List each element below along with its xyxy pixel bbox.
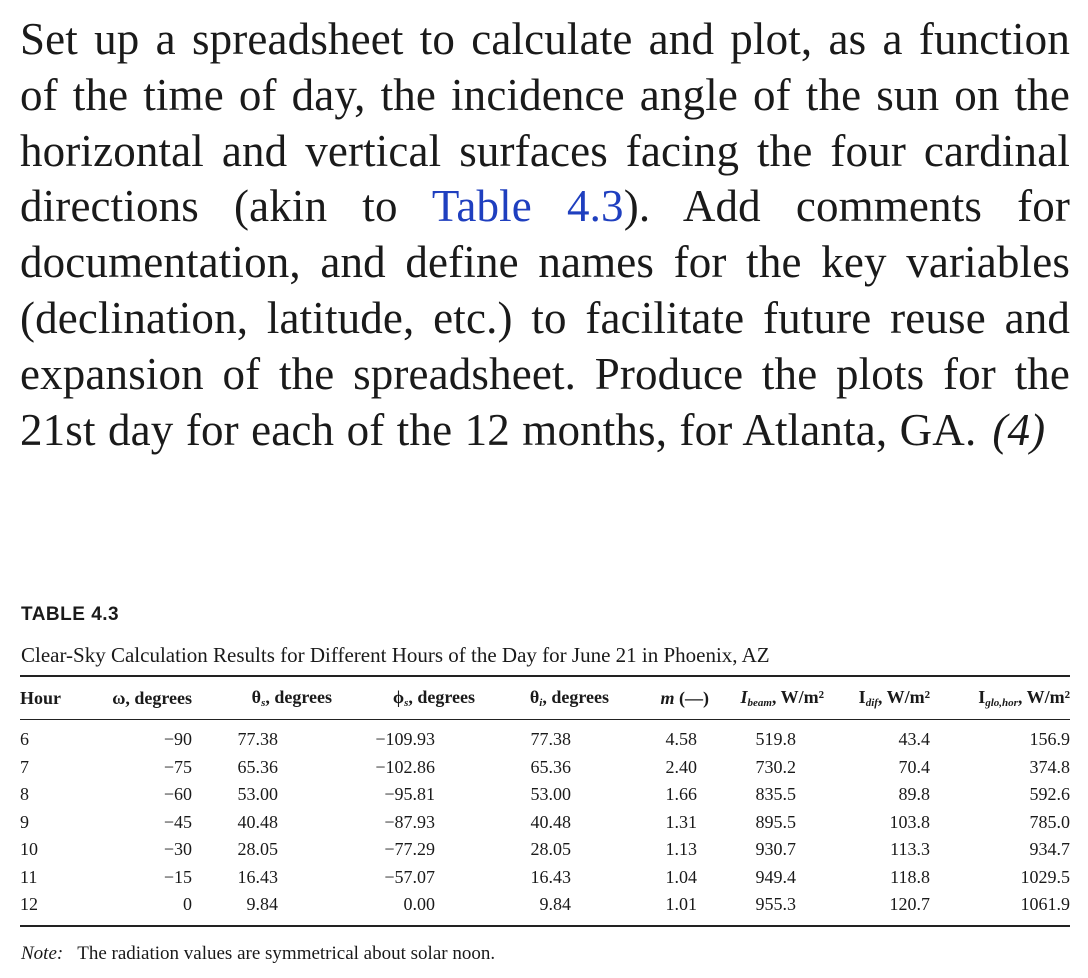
cell-i-glo-hor: 785.0 — [1029, 811, 1070, 832]
cell-i-dif: 43.4 — [898, 729, 930, 750]
cell-theta-s: 77.38 — [237, 729, 278, 750]
cell-m: 2.40 — [665, 756, 697, 777]
table-reference-link[interactable]: Table 4.3 — [431, 181, 624, 232]
cell-i-beam: 519.8 — [755, 729, 796, 750]
cell-m: 1.13 — [665, 839, 697, 860]
cell-i-beam: 955.3 — [755, 894, 796, 915]
cell-m: 1.31 — [665, 811, 697, 832]
problem-text-start: Set up a spreadsheet to calculate and plot, as a function of the time of day, the incidence angle of the sun on the horizontal and vertical surfaces facing the four cardinal directions (akin to — [20, 14, 1070, 232]
cell-theta-i: 65.36 — [530, 756, 571, 777]
cell-omega: −30 — [163, 839, 192, 860]
header-i-beam: $I_{beam}$, W/m² — [740, 687, 824, 709]
problem-marks: (4) — [992, 404, 1046, 455]
cell-i-glo-hor: 592.6 — [1029, 784, 1070, 805]
table-header-row — [20, 676, 1070, 720]
header-i-dif: $I_{dif}$, W/m² — [858, 687, 930, 709]
results-table — [20, 675, 1070, 927]
header-m: m (—) — [660, 687, 709, 708]
cell-i-dif: 113.3 — [890, 839, 930, 860]
problem-statement — [20, 12, 1070, 458]
cell-i-glo-hor: 1029.5 — [1020, 866, 1070, 887]
cell-omega: −45 — [163, 811, 192, 832]
cell-hour: 11 — [20, 866, 38, 887]
cell-phi-s: −77.29 — [384, 839, 435, 860]
header-theta-s: $\theta_s$, degrees — [251, 687, 332, 709]
cell-hour: 7 — [20, 756, 29, 777]
table-caption: Clear-Sky Calculation Results for Different Hours of the Day for June 21 in Phoenix, AZ — [21, 643, 770, 667]
cell-theta-i: 16.43 — [530, 866, 571, 887]
table-row — [20, 754, 1070, 782]
cell-hour: 9 — [20, 811, 29, 832]
cell-theta-i: 9.84 — [539, 894, 571, 915]
header-omega: ω, degrees — [112, 687, 192, 708]
cell-i-dif: 70.4 — [898, 756, 930, 777]
cell-theta-i: 53.00 — [530, 784, 571, 805]
header-hour: Hour — [20, 687, 62, 708]
cell-phi-s: −95.81 — [384, 784, 435, 805]
note-text: The radiation values are symmetrical about solar noon. — [77, 943, 496, 964]
cell-theta-s: 28.05 — [237, 839, 278, 860]
cell-i-glo-hor: 1061.9 — [1020, 894, 1070, 915]
cell-m: 1.04 — [665, 866, 697, 887]
cell-hour: 12 — [20, 894, 38, 915]
cell-hour: 8 — [20, 784, 29, 805]
cell-omega: −15 — [163, 866, 192, 887]
cell-theta-i: 28.05 — [530, 839, 571, 860]
cell-i-beam: 835.5 — [755, 784, 796, 805]
table-row — [20, 891, 1070, 926]
cell-m: 4.58 — [665, 729, 697, 750]
cell-m: 1.01 — [665, 894, 697, 915]
cell-theta-s: 9.84 — [246, 894, 278, 915]
cell-omega: 0 — [183, 894, 192, 915]
cell-omega: −90 — [163, 729, 192, 750]
cell-i-beam: 895.5 — [755, 811, 796, 832]
cell-theta-s: 16.43 — [237, 866, 278, 887]
header-phi-s: $\phi_s$, degrees — [392, 687, 475, 709]
table-note — [21, 943, 495, 965]
table-row — [20, 836, 1070, 864]
cell-theta-i: 77.38 — [530, 729, 571, 750]
cell-omega: −75 — [163, 756, 192, 777]
cell-theta-s: 65.36 — [237, 756, 278, 777]
cell-i-beam: 930.7 — [755, 839, 796, 860]
cell-i-glo-hor: 156.9 — [1029, 729, 1070, 750]
cell-phi-s: −102.86 — [375, 756, 435, 777]
cell-phi-s: −57.07 — [384, 866, 435, 887]
cell-phi-s: 0.00 — [403, 894, 435, 915]
cell-theta-s: 40.48 — [237, 811, 278, 832]
note-label: Note: — [21, 943, 64, 964]
cell-i-glo-hor: 374.8 — [1029, 756, 1070, 777]
cell-i-glo-hor: 934.7 — [1029, 839, 1070, 860]
table-row — [20, 781, 1070, 809]
cell-i-beam: 949.4 — [755, 866, 796, 887]
cell-hour: 6 — [20, 729, 29, 750]
cell-hour: 10 — [20, 839, 38, 860]
cell-phi-s: −87.93 — [384, 811, 435, 832]
cell-theta-i: 40.48 — [530, 811, 571, 832]
table-row — [20, 809, 1070, 837]
problem-text-end: ). Add comments for documentation, and define names for the key variables (declination, latitude, etc.) to facilitate future reuse and expansion of the spreadsheet. Produce the plots for the 21st day for each of the 12 months, for Atlanta, GA. — [20, 181, 1070, 455]
cell-i-beam: 730.2 — [755, 756, 796, 777]
table-row — [20, 864, 1070, 892]
cell-omega: −60 — [163, 784, 192, 805]
cell-m: 1.66 — [665, 784, 697, 805]
cell-i-dif: 89.8 — [898, 784, 930, 805]
cell-i-dif: 118.8 — [890, 866, 930, 887]
cell-i-dif: 103.8 — [889, 811, 930, 832]
header-i-glo-hor: $I_{glo,hor}$, W/m² — [978, 687, 1070, 709]
table-row — [20, 720, 1070, 754]
cell-i-dif: 120.7 — [889, 894, 930, 915]
header-theta-i: $\theta_i$, degrees — [529, 687, 609, 709]
cell-theta-s: 53.00 — [237, 784, 278, 805]
table-number: TABLE 4.3 — [21, 604, 120, 625]
cell-phi-s: −109.93 — [375, 729, 435, 750]
